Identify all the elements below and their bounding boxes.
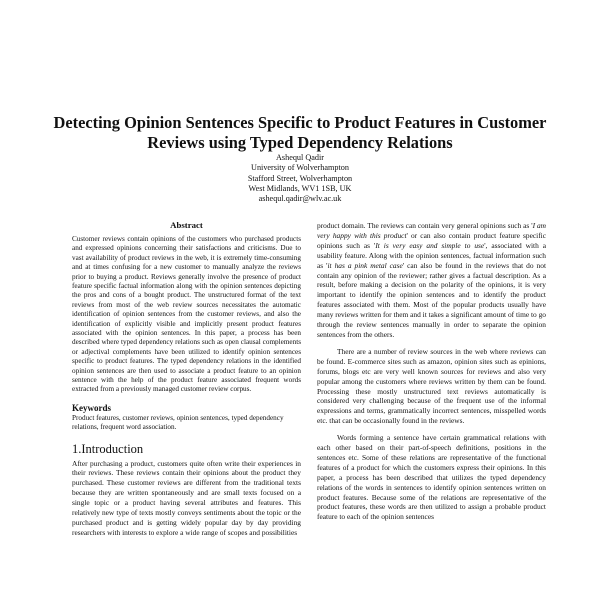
p1-quote-2: It is very easy and simple to use bbox=[375, 240, 485, 250]
introduction-text: After purchasing a product, customers quite often write their experiences in their reviews. These reviews contain their opinions about the product they purchased. These customer reviews are different from the traditional texts because they are written spontaneously and are small texts focused on a single topic or a product having several attributes and features. This relatively new type of texts mostly conveys sentiments about the topic or the purchased product and is getting widely popular day by day providing researchers with interests to explore a wide range of scopes and possibilities bbox=[72, 458, 301, 537]
author-block bbox=[150, 153, 450, 204]
author-affiliation: University of Wolverhampton bbox=[251, 163, 349, 173]
p1-quote-1: I am very happy with this product bbox=[317, 221, 547, 240]
author-email[interactable]: ashequl.qadir@wlv.ac.uk bbox=[258, 194, 342, 204]
author-name: Ashequl Qadir bbox=[276, 153, 324, 162]
p1-part-d: ' can also be found in the reviews that do not contain any opinion of the reviewer; rather gives a factual description. As a result, before making a decision on the polarity of the opinions, it is very important to identify the opinion sentences and to identify the product features associated with them. Most of the popular products usually have many reviews written for them and it takes a significant amount of time to go through the review sentences manually in order to separate the opinion sentences from the others. bbox=[317, 260, 546, 339]
abstract-heading: Abstract bbox=[170, 220, 203, 230]
author-city: West Midlands, WV1 1SB, UK bbox=[248, 183, 352, 193]
keywords-text: Product features, customer reviews, opinion sentences, typed dependency relations, frequent word association. bbox=[72, 413, 284, 432]
abstract-text: Customer reviews contain opinions of the customers who purchased products and expressed opinions concerning their satisfactions and criticisms. Due to vast availability of product reviews in the web, it is extremely time-consuming and at times confusing for a new customer to manually analyze the reviews prior to buying a product. Reviews generally involve the presence of product feature specific factual information along with the opinion sentences depicting the pros and cons of a bought product. The unstructured format of the text reviews from most of the web review sources necessitates the automatic identification of opinion sentences from the customer reviews, and also the identification of explicitly visible and implicitly present product features associated with the opinion sentences. In this paper, a process has been described where typed dependency relations such as open clausal complements or adjectival complements have been utilized to identify opinion sentences specific to product features. The typed dependency relations in the identified opinion sentences are then used to associate a product feature to an opinion sentence with the help of the product feature associated frequent words extracted from a previously managed customer review corpus. bbox=[72, 234, 301, 394]
left-column bbox=[72, 221, 301, 538]
p1-part-b: ' or can also contain product feature specific opinions such as ' bbox=[317, 230, 547, 250]
author-street: Stafford Street, Wolverhampton bbox=[247, 173, 353, 183]
introduction-heading: 1.Introduction bbox=[72, 441, 144, 456]
right-paragraph-3: Words forming a sentence have certain grammatical relations with each other based on their part-of-speech definitions, positions in the sentences etc. Some of these relations are representative of the functional features of a product for which the customers express their opinions. In this paper, a process has been described that utilizes the typed dependency relations of the words in sentences to identify opinion sentences written on product features. Because some of the relations are representative of the product features, these words are then utilized to assign a probable product feature to each of the opinion sentences bbox=[317, 433, 546, 522]
p1-part-c: ', associated with a usability feature. Along with the opinion sentences, factual information such as ' bbox=[317, 240, 546, 270]
p1-part-a: product domain. The reviews can contain very general opinions such as ' bbox=[317, 221, 533, 230]
right-column bbox=[317, 221, 546, 522]
paper-title: Detecting Opinion Sentences Specific to Product Features in Customer Reviews using Typed Dependency Relations bbox=[53, 113, 547, 152]
right-paragraph-1 bbox=[317, 221, 546, 340]
right-paragraph-2: There are a number of review sources in the web where reviews can be found. E-commerce sites such as amazon, opinion sites such as epinions, forums, blogs etc are very well known sources for reviews and also very popular among the customers where reviews written by them can be found. Processing these mostly unstructured text reviews automatically is considered very challenging because of the frequent use of the informal expressions and terms, grammatically incorrect sentences, misspelled words etc. that can be occasionally found in the reviews. bbox=[317, 346, 546, 426]
p1-quote-3: it has a pink metal case bbox=[327, 260, 403, 270]
keywords-heading: Keywords bbox=[72, 402, 111, 413]
